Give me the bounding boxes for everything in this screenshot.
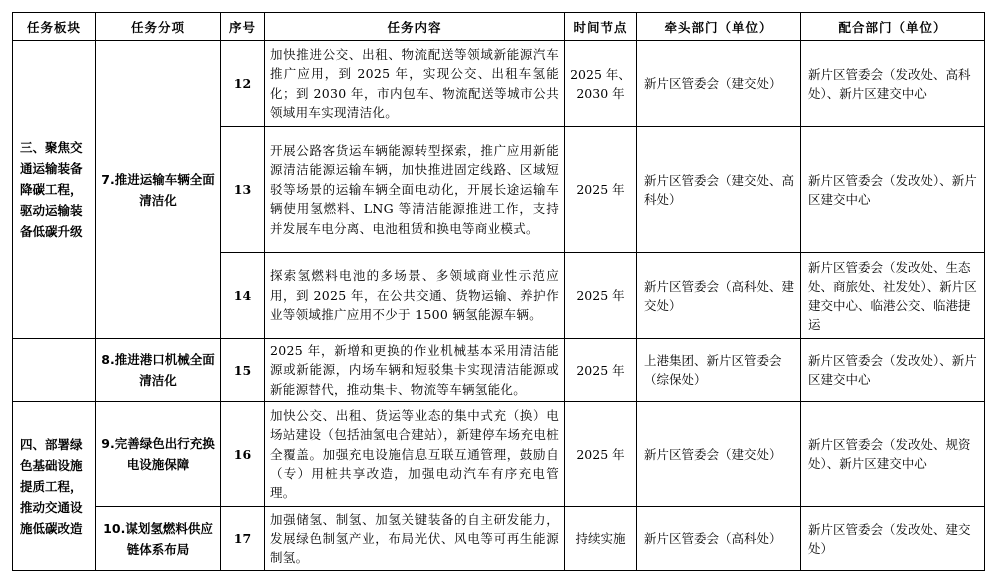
seq-cell: 16 [221,402,265,507]
table-row [13,402,985,507]
header-time: 时间节点 [565,13,637,41]
time-cell: 2025 年 [565,339,637,402]
task-table-container [12,12,984,571]
seq-cell: 12 [221,41,265,127]
table-row [13,41,985,127]
content-cell: 开展公路客货运车辆能源转型探索，推广应用新能源清洁能源运输车辆，加快推进固定线路、区域短驳等场景的运输车辆全面电动化，开展长途运输车辆使用氢燃料、LNG 等清洁能源推进工作，支持并发展车电分离、电池租赁和换电等商业模式。 [265,127,565,253]
seq-cell: 14 [221,253,265,339]
lead-cell: 新片区管委会（高科处、建交处） [637,253,801,339]
time-cell: 2025 年 [565,127,637,253]
coop-cell: 新片区管委会（发改处、规资处）、新片区建交中心 [801,402,985,507]
lead-cell: 新片区管委会（高科处） [637,507,801,571]
table-row [13,339,985,402]
category-cell: 10.谋划氢燃料供应链体系布局 [96,507,221,571]
lead-cell: 新片区管委会（建交处） [637,402,801,507]
header-content: 任务内容 [265,13,565,41]
coop-cell: 新片区管委会（发改处、建交处） [801,507,985,571]
lead-cell: 新片区管委会（建交处） [637,41,801,127]
coop-cell: 新片区管委会（发改处）、新片区建交中心 [801,339,985,402]
lead-cell: 上港集团、新片区管委会（综保处） [637,339,801,402]
category-cell: 8.推进港口机械全面清洁化 [96,339,221,402]
sector-cell: 四、部署绿色基础设施提质工程，推动交通设施低碳改造 [13,402,96,571]
time-cell: 持续实施 [565,507,637,571]
content-cell: 2025 年，新增和更换的作业机械基本采用清洁能源或新能源，内场车辆和短驳集卡实现清洁能源或新能源替代，推动集卡、物流等车辆氢能化。 [265,339,565,402]
coop-cell: 新片区管委会（发改处、高科处）、新片区建交中心 [801,41,985,127]
coop-cell: 新片区管委会（发改处）、新片区建交中心 [801,127,985,253]
header-coop: 配合部门（单位） [801,13,985,41]
time-cell: 2025 年 [565,402,637,507]
table-row [13,507,985,571]
header-lead: 牵头部门（单位） [637,13,801,41]
content-cell: 加强储氢、制氢、加氢关键装备的自主研发能力，发展绿色制氢产业，布局光伏、风电等可再生能源制氢。 [265,507,565,571]
category-cell: 9.完善绿色出行充换电设施保障 [96,402,221,507]
header-category: 任务分项 [96,13,221,41]
time-cell: 2025 年 [565,253,637,339]
seq-cell: 15 [221,339,265,402]
lead-cell: 新片区管委会（建交处、高科处） [637,127,801,253]
content-cell: 加快推进公交、出租、物流配送等领域新能源汽车推广应用，到 2025 年，实现公交、出租车氢能化；到 2030 年，市内包车、物流配送等城市公共领域用车实现清洁化。 [265,41,565,127]
sector-cell-continued [13,339,96,402]
task-table [12,12,985,571]
content-cell: 加快公交、出租、货运等业态的集中式充（换）电场站建设（包括油氢电合建站），新建停车场充电桩全覆盖。加强充电设施信息互联互通管理，鼓励自（专）用桩共享改造，加强电动汽车有序充电管理。 [265,402,565,507]
content-cell: 探索氢燃料电池的多场景、多领域商业性示范应用，到 2025 年，在公共交通、货物运输、养护作业等领域推广应用不少于 1500 辆氢能源车辆。 [265,253,565,339]
coop-cell: 新片区管委会（发改处、生态处、商旅处、社发处）、新片区建交中心、临港公交、临港捷运 [801,253,985,339]
category-cell: 7.推进运输车辆全面清洁化 [96,41,221,339]
header-row [13,13,985,41]
header-seq: 序号 [221,13,265,41]
sector-cell: 三、聚焦交通运输装备降碳工程，驱动运输装备低碳升级 [13,41,96,339]
header-sector: 任务板块 [13,13,96,41]
time-cell: 2025 年、2030 年 [565,41,637,127]
seq-cell: 13 [221,127,265,253]
seq-cell: 17 [221,507,265,571]
